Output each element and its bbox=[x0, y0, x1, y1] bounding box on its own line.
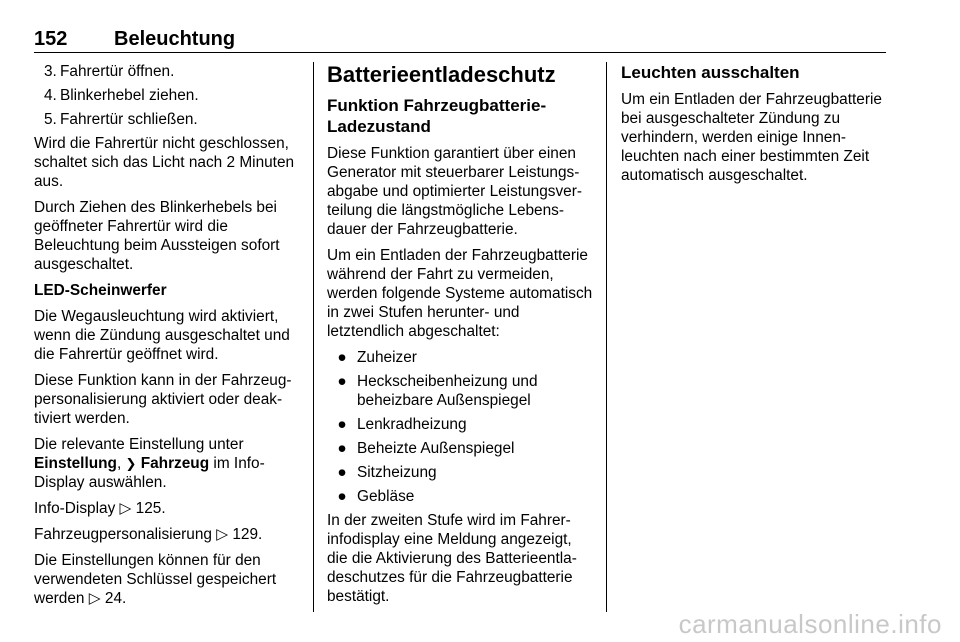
cross-reference[interactable]: Info-Display ▷ 125. bbox=[34, 500, 166, 517]
bullet-icon: ● bbox=[337, 373, 347, 390]
list-item: ● Gebläse bbox=[327, 487, 595, 506]
bullet-icon: ● bbox=[337, 464, 347, 481]
column-left bbox=[34, 62, 304, 615]
page-ref-icon: ▷ bbox=[88, 590, 101, 607]
paragraph: Die Einstellungen können für den verwendeten Schlüssel gespeichert werden ▷ 24. bbox=[34, 552, 277, 607]
step-item: 5. Fahrertür schließen. bbox=[44, 111, 198, 128]
paragraph: Die Wegausleuchtung wird aktiviert, wenn die Zündung ausgeschaltet und die Fahrertür geöffnet wird. bbox=[34, 308, 290, 363]
paragraph: Durch Ziehen des Blinkerhebels bei geöffneter Fahrertür wird die Beleuchtung beim Aussteigen sofort ausgeschaltet. bbox=[34, 199, 280, 273]
section-title: Batterieentladeschutz bbox=[327, 62, 556, 87]
bullet-icon: ● bbox=[337, 440, 347, 457]
section-subheading: LED-Scheinwerfer bbox=[34, 282, 167, 299]
triangle-right-icon: ❯ bbox=[125, 456, 137, 471]
bullet-list bbox=[327, 348, 595, 506]
paragraph: Diese Funktion garantiert über einen Generator mit steuerbarer Leistungsabgabe und optimierter Leistungsverteilung die längstmögliche Lebensdauer der Fahrzeugbatterie. bbox=[327, 145, 582, 238]
step-item: 4. Blinkerhebel ziehen. bbox=[44, 87, 199, 104]
chapter-title: Beleuchtung bbox=[114, 28, 236, 50]
step-item: 3. Fahrertür öffnen. bbox=[44, 63, 175, 80]
paragraph: Diese Funktion kann in der Fahrzeugpersonalisierung aktiviert oder deaktiviert werden. bbox=[34, 372, 292, 427]
page-ref-icon: ▷ bbox=[216, 526, 229, 543]
page-header bbox=[34, 26, 886, 53]
column-right bbox=[621, 62, 889, 192]
paragraph: Um ein Entladen der Fahrzeugbatterie während der Fahrt zu vermeiden, werden folgende Systeme automatisch in zwei Stufen herunter- und letztendlich abgeschaltet: bbox=[327, 247, 593, 340]
bullet-icon: ● bbox=[337, 488, 347, 505]
bullet-icon: ● bbox=[337, 416, 347, 433]
menu-path-settings: Einstellung bbox=[34, 455, 117, 472]
column-middle bbox=[327, 62, 595, 613]
paragraph: Die relevante Einstellung unter Einstellung, ❯ Fahrzeug im Info-Display auswählen. bbox=[34, 436, 265, 491]
paragraph: In der zweiten Stufe wird im Fahrerinfodisplay eine Meldung angezeigt, die die Aktivierung des Batterieentladeschutzes für die Fahrzeugbatterie bestätigt. bbox=[327, 512, 577, 605]
paragraph: Um ein Entladen der Fahrzeugbatterie bei ausgeschalteter Zündung zu verhindern, werden einige Innenleuchten nach einer bestimmten Zeit automatisch ausgeschaltet. bbox=[621, 91, 882, 184]
column-divider-1 bbox=[313, 62, 314, 612]
list-item: ● Beheizte Außenspiegel bbox=[327, 439, 595, 458]
page-number: 152 bbox=[34, 28, 68, 50]
list-item: ● Heckscheibenheizung und beheizbare Außenspiegel bbox=[327, 372, 595, 410]
paragraph: Wird die Fahrertür nicht geschlossen, schaltet sich das Licht nach 2 Minuten aus. bbox=[34, 135, 295, 190]
section-subtitle: Funktion Fahrzeugbatterie-Ladezustand bbox=[327, 96, 547, 136]
cross-reference[interactable]: Fahrzeugpersonalisierung ▷ 129. bbox=[34, 526, 263, 543]
bullet-icon: ● bbox=[337, 349, 347, 366]
page-ref-icon: ▷ bbox=[119, 500, 132, 517]
column-divider-2 bbox=[606, 62, 607, 612]
list-item: ● Sitzheizung bbox=[327, 463, 595, 482]
list-item: ● Lenkradheizung bbox=[327, 415, 595, 434]
section-title: Leuchten ausschalten bbox=[621, 63, 800, 82]
menu-path-vehicle: Fahrzeug bbox=[140, 455, 210, 472]
list-item: ● Zuheizer bbox=[327, 348, 595, 367]
watermark: carmanualsonline.info bbox=[678, 609, 942, 639]
